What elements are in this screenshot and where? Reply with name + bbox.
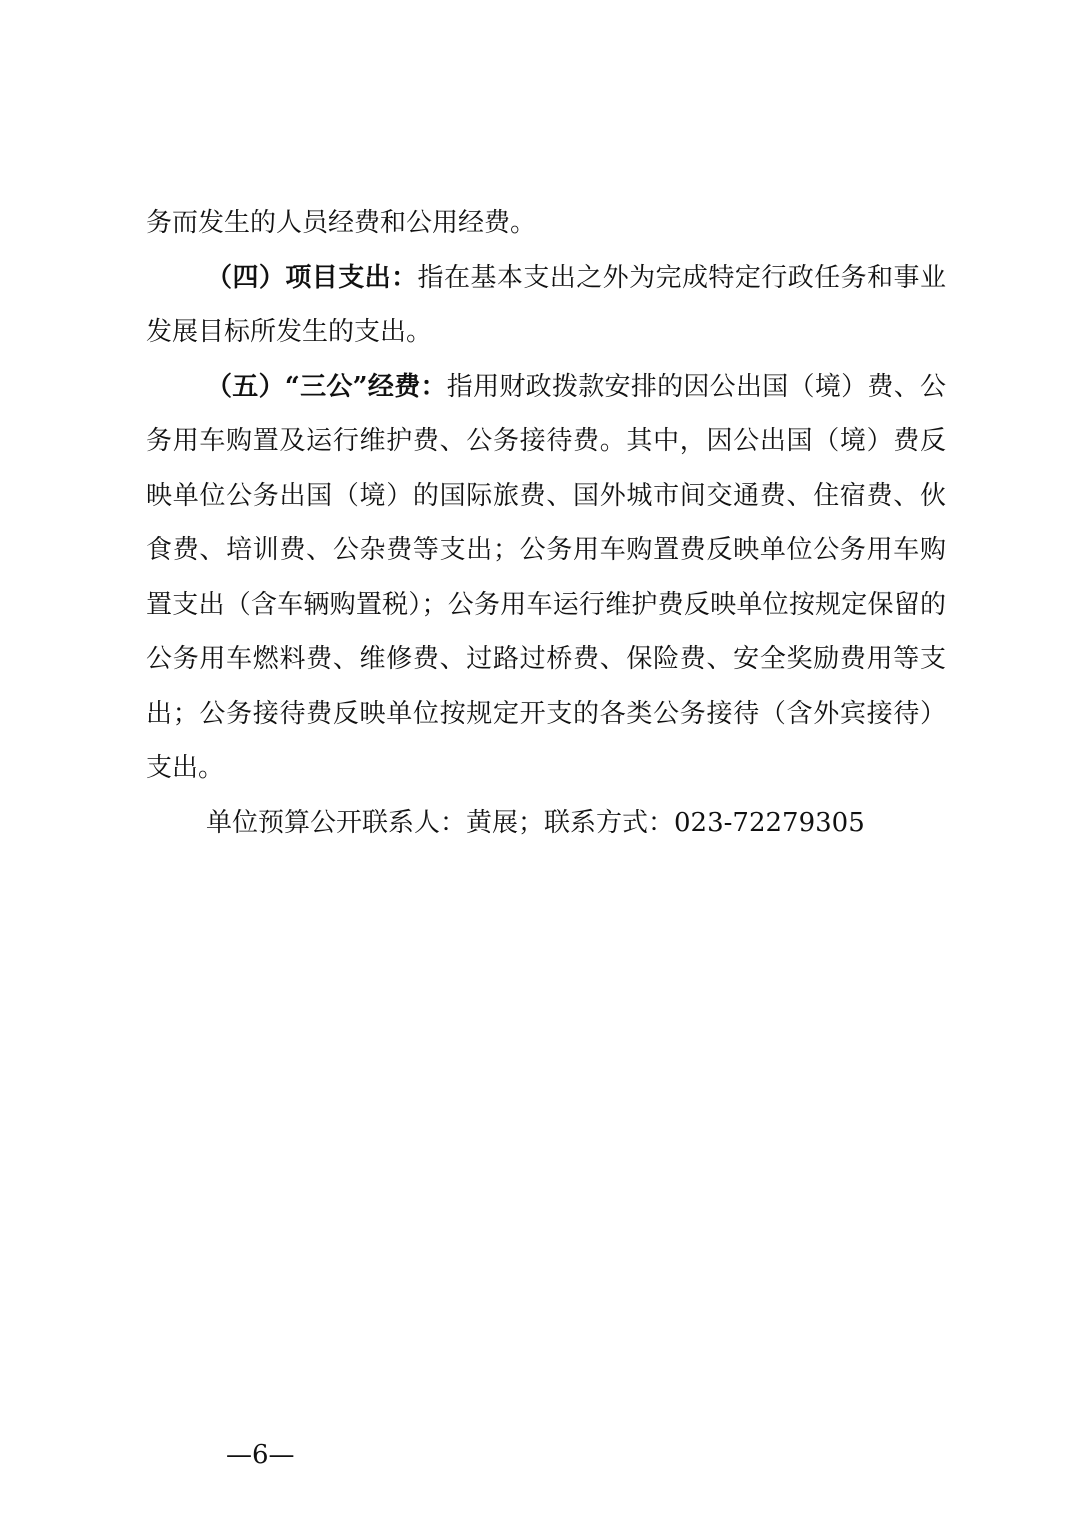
contact-line: 单位预算公开联系人：黄展；联系方式：023-72279305 bbox=[206, 807, 865, 838]
document-body bbox=[146, 196, 946, 850]
paragraph-project-expenditure bbox=[146, 251, 946, 360]
paragraph-continuation bbox=[146, 196, 946, 251]
paragraph-heading: （五）“三公”经费： bbox=[206, 371, 447, 402]
paragraph-text: 指在基本支出之外为完成特定行政任务和事业发展目标所发生的支出。 bbox=[146, 262, 946, 347]
paragraph-three-public-expenses bbox=[146, 360, 946, 796]
paragraph-heading: （四）项目支出： bbox=[206, 262, 418, 293]
page-number: —6— bbox=[226, 1440, 295, 1470]
paragraph-text: 指用财政拨款安排的因公出国（境）费、公务用车购置及运行维护费、公务接待费。其中，因公出国（境）费反映单位公务出国（境）的国际旅费、国外城市间交通费、住宿费、伙食费、培训费、公杂费等支出；公务用车购置费反映单位公务用车购置支出（含车辆购置税）；公务用车运行维护费反映单位按规定保留的公务用车燃料费、维修费、过路过桥费、保险费、安全奖励费用等支出；公务接待费反映单位按规定开支的各类公务接待（含外宾接待）支出。 bbox=[146, 371, 946, 783]
paragraph-text: 务而发生的人员经费和公用经费。 bbox=[146, 208, 537, 238]
